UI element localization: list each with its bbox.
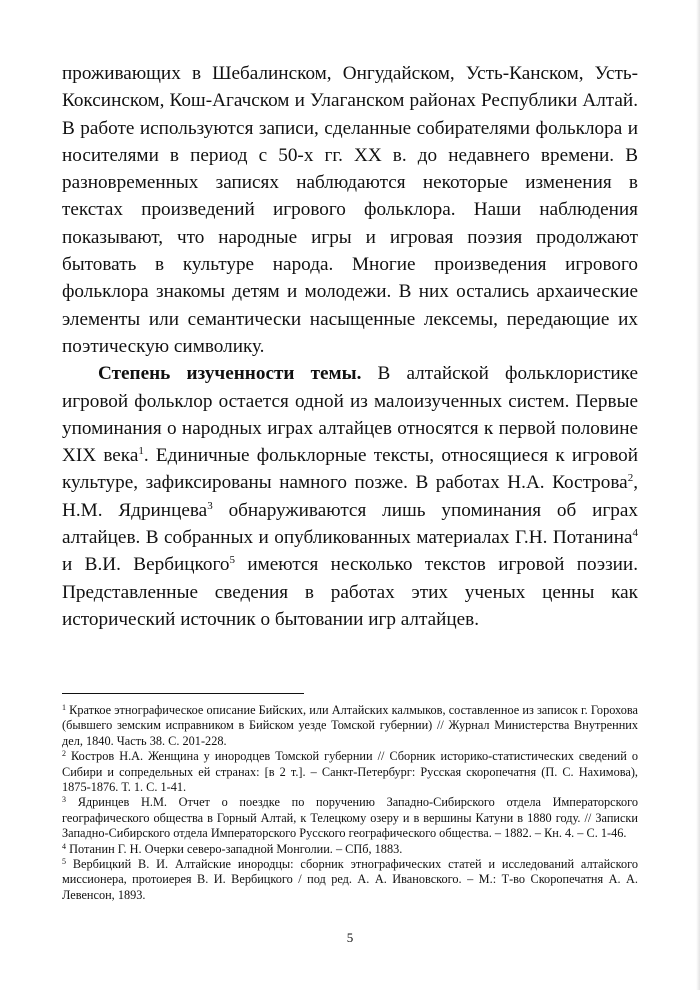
footnote-reference[interactable]: 1 [138, 445, 144, 458]
footnote [62, 857, 638, 903]
paragraph-text: и В.И. Вербицкого [62, 554, 230, 576]
paragraph-text: В алтайской фольклористике игровой фольклор остается одной из малоизученных систем. Первые упоминания о народных играх алтайцев относятся к первой половине XIX века [62, 363, 638, 467]
section-heading: Степень изученности темы. [98, 363, 362, 385]
paragraph-text: , Н.М. Ядринцева [62, 472, 638, 521]
footnote-number: 5 [62, 857, 66, 867]
footnote-number: 1 [62, 703, 66, 712]
footnote [62, 749, 638, 795]
footnote-number: 2 [62, 749, 66, 759]
footnote-text: Вербицкий В. И. Алтайские инородцы: сборник этнографических статей и исследований алтайского миссионера, протоиерея В. И. Вербицкого / под ред. А. А. Ивановского. – М.: Т-во Скоропечатня А. А. Левенсон, 1893. [62, 857, 638, 902]
paragraph-text: обнаруживаются лишь упоминания об играх алтайцев. В собранных и опубликованных материалах Г.Н. Потанина [62, 499, 638, 549]
footnote-text: Ядринцев Н.М. Отчет о поездке по поручению Западно-Сибирского отдела Императорского географического общества в Горный Алтай, к Телецкому озеру и в вершины Катуни в 1880 году. // Записки Западно-Сибирского отдела Императорского Русского географического общества. – 1882. – Кн. 4. – С. 1-46. [62, 795, 638, 841]
footnote-number: 3 [62, 795, 66, 805]
paragraph-text: . Единичные фольклорные тексты, относящиеся к игровой культуре, зафиксированы намного позже. В работах Н.А. Кострова [62, 445, 638, 494]
footnote-number: 4 [62, 841, 66, 851]
footnote-reference[interactable]: 2 [627, 472, 634, 485]
footnotes [62, 703, 638, 903]
paragraph-text: имеются несколько текстов игровой поэзии. Представленные сведения в работах этих ученых ценны как исторический источник о бытовании игр алтайцев. [62, 554, 638, 630]
paragraph [62, 60, 638, 360]
body-text [62, 60, 638, 633]
footnote-reference[interactable]: 5 [229, 554, 235, 567]
page-number: 5 [346, 930, 354, 945]
footnote-text: Потанин Г. Н. Очерки северо-западной Монголии. – СПб, 1883. [69, 841, 403, 856]
footnote-separator [62, 693, 304, 694]
footnote-reference[interactable]: 4 [632, 527, 638, 540]
paragraph [62, 360, 638, 633]
footnote-text: Костров Н.А. Женщина у инородцев Томской губернии // Сборник историко-статистических сведений о Сибири и сопредельных ей странах: [в 2 т.]. – Санкт-Петербург: Русская скоропечатня (П. С. Нахимова), 1875-1876. Т. 1. С. 1-41. [62, 749, 638, 795]
footnote [62, 703, 638, 749]
footnote-reference[interactable]: 3 [207, 499, 213, 512]
footnote [62, 795, 638, 841]
paragraph-text: проживающих в Шебалинском, Онгудайском, Усть-Канском, Усть-Коксинском, Кош-Агачском и Улаганском районах Республики Алтай. В работе используются записи, сделанные собирателями фольклора и носителями в период с 50-х гг. XX в. до недавнего времени. В разновременных записях наблюдаются некоторые изменения в текстах произведений игрового фольклора. Наши наблюдения показывают, что народные игры и игровая поэзия продолжают бытовать в культуре народа. Многие произведения игрового фольклора знакомы детям и молодежи. В них остались архаические элементы или семантически насыщенные лексемы, передающие их поэтическую символику. [62, 63, 638, 357]
footnote-text: Краткое этнографическое описание Бийских, или Алтайских калмыков, составленное из записок г. Горохова (бывшего земским исправником в Бийском уезде Томской губернии) // Журнал Министерства Внутренних дел, 1840. Часть 38. С. 201-228. [62, 703, 638, 748]
footnote [62, 842, 638, 857]
page-edge [696, 0, 700, 990]
